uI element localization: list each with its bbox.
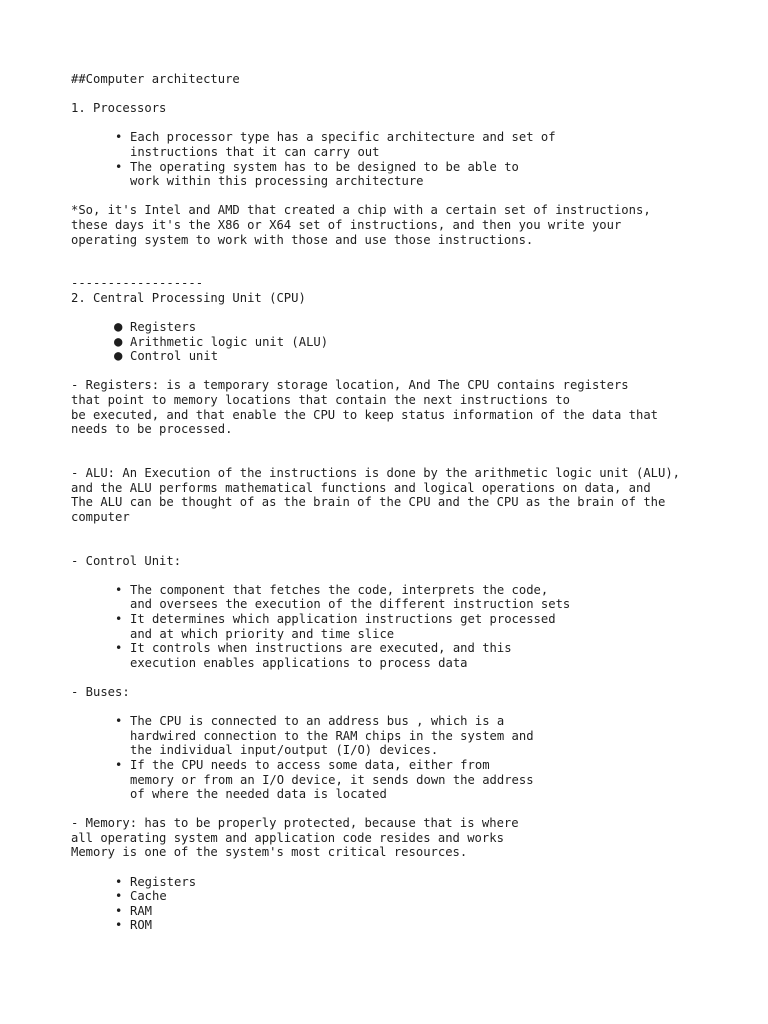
bullet-icon: • [115,130,123,145]
memory-list [71,875,751,933]
cpu-components-list [71,320,751,364]
list-item: • The operating system has to be designed to be able to work within this processing architecture [115,159,519,189]
bullet-icon: • [115,159,123,174]
list-item: ● Registers [114,319,197,336]
list-item: • It determines which application instructions get processed and at which priority and time slice [115,611,556,641]
list-item: ● Control unit [114,348,219,365]
bullet-icon: • [115,874,123,889]
bullet-icon: ● [114,333,123,350]
alu-paragraph: - ALU: An Execution of the instructions is done by the arithmetic logic unit (ALU), and the ALU performs mathematical functions and logical operations on data, and The ALU can be thought of as the brain of the CPU and the CPU as the brain of the computer [71,466,681,524]
control-unit-list [71,583,751,671]
bullet-icon: • [115,641,123,656]
document-title: ##Computer architecture [71,72,240,86]
section-divider: ------------------ [71,276,204,291]
registers-paragraph: - Registers: is a temporary storage location, And The CPU contains registers that point to memory locations that contain the next instructions to be executed, and that enable the CPU to keep status information of the data that needs to be processed. [71,378,658,437]
memory-paragraph: - Memory: has to be properly protected, because that is where all operating system and application code resides and works Memory is one of the system's most critical resources. [71,816,519,860]
list-item: • Each processor type has a specific architecture and set of instructions that it can carry out [115,130,556,159]
list-item: • Registers [115,874,197,889]
list-item: ● Arithmetic logic unit (ALU) [114,333,329,350]
list-item: • The CPU is connected to an address bus , which is a hardwired connection to the RAM chips in the system and the individual input/output (I/O) devices. [115,714,534,758]
bullet-icon: • [115,714,123,729]
bullet-icon: ● [114,348,123,365]
bullet-icon: • [115,757,123,772]
buses-heading: - Buses: [71,684,130,699]
bullet-icon: • [115,582,123,597]
processors-note: *So, it's Intel and AMD that created a chip with a certain set of instructions, these days it's the X86 or X64 set of instructions, and then you write your operating system to work with those and use those instructions. [71,203,651,247]
bullet-icon: • [115,903,123,918]
bullet-icon: • [115,918,123,933]
bullet-icon: • [115,889,123,904]
bullet-icon: ● [114,319,123,336]
list-item: • RAM [115,903,153,918]
list-item: • It controls when instructions are executed, and this execution enables applications to process data [115,641,512,670]
list-item: • If the CPU needs to access some data, either from memory or from an I/O device, it sends down the address of where the needed data is located [115,757,534,802]
list-item: • The component that fetches the code, interprets the code, and oversees the execution of the different instruction sets [115,582,571,612]
processors-list [71,130,751,188]
document-page [71,72,751,933]
list-item: • ROM [115,918,153,933]
buses-list [71,714,751,802]
list-item: • Cache [115,889,167,904]
section-heading-cpu: 2. Central Processing Unit (CPU) [71,290,306,305]
control-unit-heading: - Control Unit: [71,553,182,568]
section-heading-processors: 1. Processors [71,101,167,116]
bullet-icon: • [115,611,123,626]
